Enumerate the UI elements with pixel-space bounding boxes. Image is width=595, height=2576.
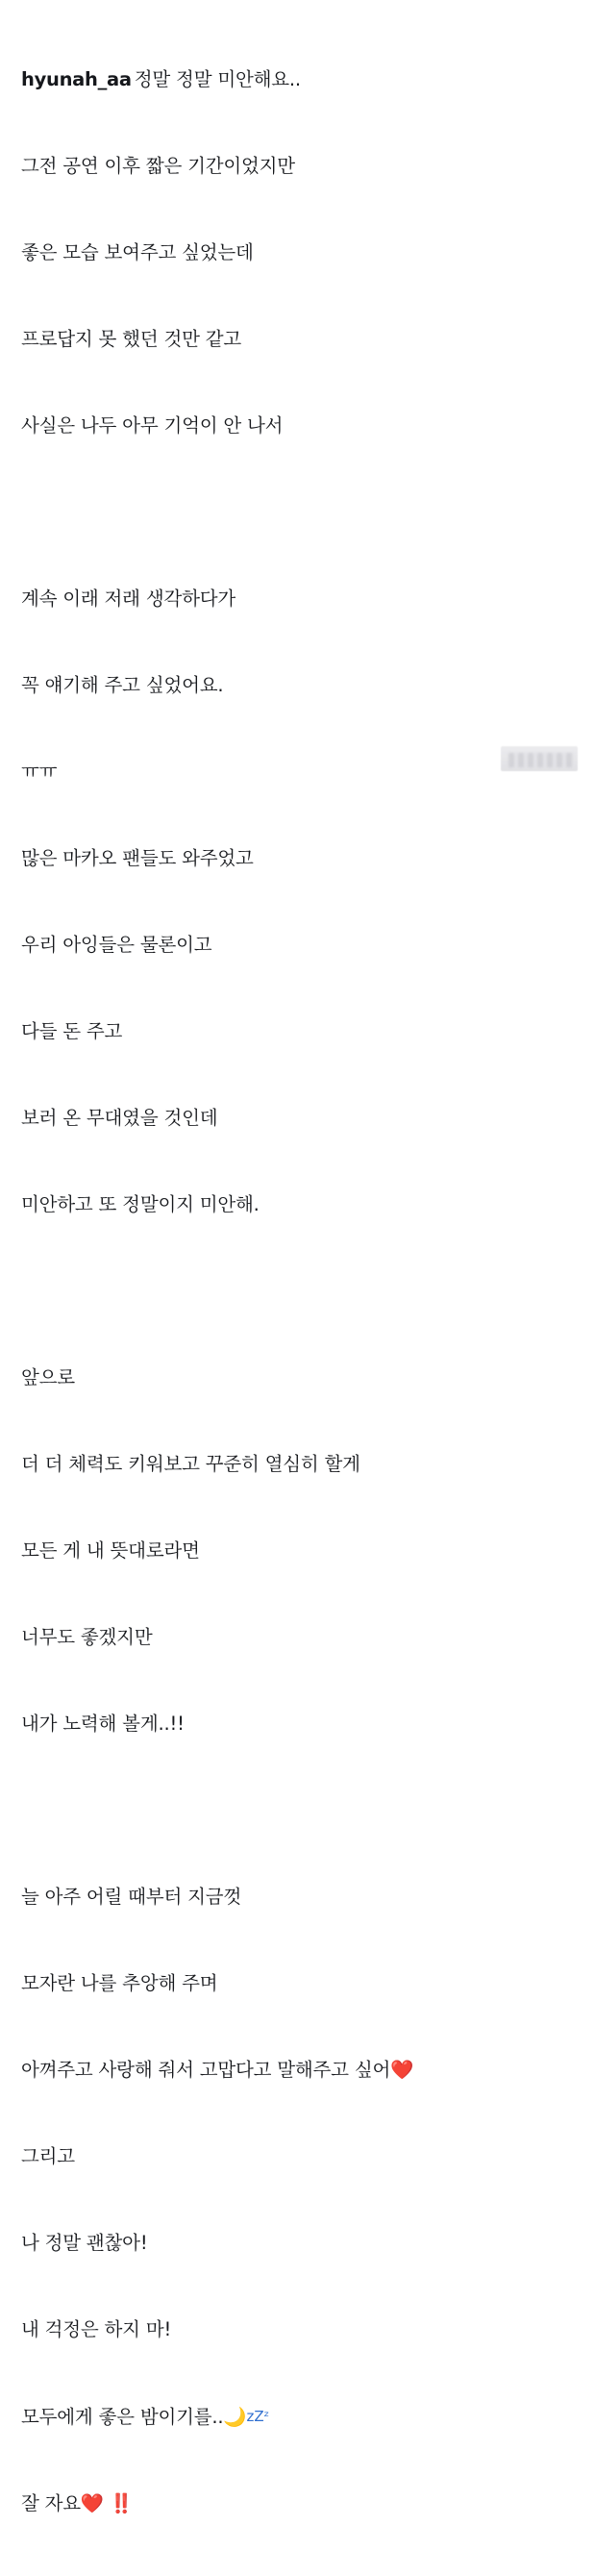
caption-line: 앞으로: [21, 1366, 75, 1388]
caption-line: 너무도 좋겠지만: [21, 1626, 153, 1648]
caption-line-sleep-text: 잘 자요: [21, 2492, 81, 2514]
crescent-moon-icon: 🌙: [223, 2406, 247, 2428]
caption-line: 더 더 체력도 키워보고 꾸준히 열심히 할게: [21, 1453, 360, 1475]
caption-line: 많은 마카오 팬들도 와주었고: [21, 847, 254, 869]
red-heart-icon: ❤️: [80, 2492, 105, 2514]
red-heart-icon: ❤️: [390, 2059, 414, 2081]
caption-line-thanks: [21, 2056, 580, 2085]
caption-line-goodnight-text: 모두에게 좋은 밤이기를..: [21, 2406, 224, 2428]
caption-blank-line: [21, 1277, 580, 1306]
caption-line: 보러 온 무대였을 것인데: [21, 1107, 218, 1129]
caption-text: [21, 8, 580, 2576]
caption-line-thanks-text: 아껴주고 사랑해 줘서 고맙다고 말해주고 싶어: [21, 2059, 391, 2081]
caption-line: 사실은 나두 아무 기억이 안 나서: [21, 414, 284, 437]
caption-line: 늘 아주 어릴 때부터 지금껏: [21, 1886, 242, 1908]
caption-line: 좋은 모습 보여주고 싶었는데: [21, 241, 254, 263]
caption-line: 내 걱정은 하지 마!: [21, 2318, 172, 2340]
caption-line: 계속 이래 저래 생각하다가: [21, 588, 236, 610]
caption-line: ㅠㅠ: [21, 761, 58, 783]
zzz-sleep-icon: zZᶻ: [246, 2408, 270, 2425]
caption-line: 꼭 얘기해 주고 싶었어요.: [21, 674, 224, 696]
caption-blank-line: [21, 498, 580, 527]
caption-line-goodnight: [21, 2402, 580, 2432]
username-link[interactable]: hyunah_aa: [21, 68, 132, 90]
caption-line: 내가 노력해 볼게..!!: [21, 1713, 185, 1735]
caption-line-sleep: [21, 2489, 580, 2518]
watermark-blurred-text: [508, 753, 574, 767]
caption-line: 프로답지 못 했던 것만 같고: [21, 328, 242, 350]
caption-first-line-text: 정말 정말 미안해요..: [134, 68, 301, 90]
caption-line: 나 정말 괜찮아!: [21, 2232, 148, 2254]
double-exclamation-icon: ‼️: [110, 2492, 133, 2514]
caption-line: 모자란 나를 추앙해 주며: [21, 1972, 218, 1994]
caption-line: 우리 아잉들은 물론이고: [21, 934, 212, 956]
caption-line: 미안하고 또 정말이지 미안해.: [21, 1193, 260, 1215]
caption-line: 모든 게 내 뜻대로라면: [21, 1539, 200, 1562]
caption-blank-line: [21, 1796, 580, 1825]
caption-line: 다들 돈 주고: [21, 1020, 123, 1042]
caption-first-line: [21, 65, 580, 94]
caption-line: 그전 공연 이후 짧은 기간이었지만: [21, 155, 295, 177]
caption-line: 그리고: [21, 2145, 75, 2167]
